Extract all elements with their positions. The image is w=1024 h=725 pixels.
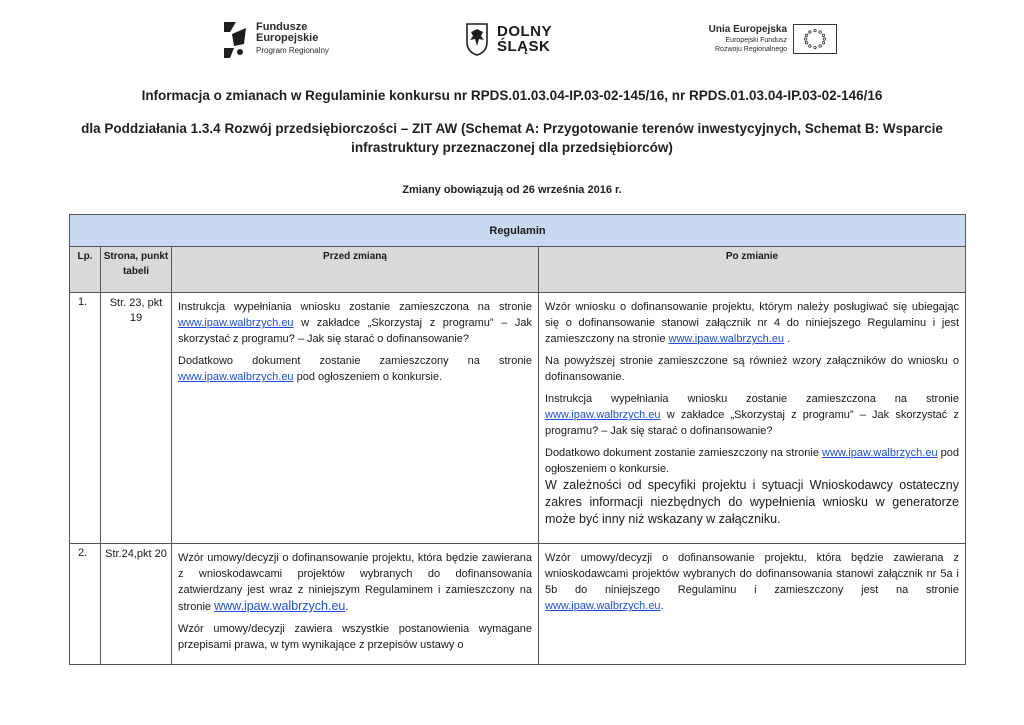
ipaw-link[interactable]: www.ipaw.walbrzych.eu — [822, 447, 938, 459]
ds-logo-line2: ŚLĄSK — [497, 38, 551, 55]
text: . — [784, 333, 791, 345]
unia-europejska-logo — [705, 24, 845, 58]
ue-logo-line3: Rozwoju Regionalnego — [715, 46, 787, 53]
ue-logo-line1: Unia Europejska — [708, 24, 787, 35]
row-page-ref: Str. 23, pkt 19 — [101, 293, 172, 544]
text: Instrukcja wypełniania wniosku zostanie zamieszczona na stronie — [545, 393, 959, 405]
before-change-cell — [172, 293, 539, 544]
after-change-cell — [539, 544, 966, 665]
header-after: Po zmianie — [539, 247, 966, 293]
text: Wzór wniosku o dofinansowanie projektu, którym należy posługiwać się ubiegając się o dofinansowanie stanowi załącznik nr 4 do niniejszego Regulaminu i jest zamieszczony na stronie — [545, 301, 959, 345]
ue-logo-line2: Europejski Fundusz — [725, 37, 787, 44]
text: Dodatkowo dokument zostanie zamieszczony na stronie — [545, 447, 823, 459]
row-page-ref: Str.24,pkt 20 — [101, 544, 172, 665]
text: pod ogłoszeniem o konkursie. — [293, 371, 443, 383]
paragraph — [545, 299, 959, 347]
header-strona: Strona, punkt tabeli — [101, 247, 172, 293]
eu-flag-icon — [793, 24, 837, 54]
text: pod ogłoszeniem o konkursie. — [545, 447, 959, 475]
text: Wzór umowy/decyzji o dofinansowanie projektu, która będzie zawierana z wnioskodawcami projektów wybranych do dofinansowania stanowi załącznik nr 5a i 5b do niniejszego Regulaminu i zamieszczony jest na stronie — [545, 552, 959, 596]
table-row — [70, 293, 966, 544]
table-row — [70, 544, 966, 665]
text: Dodatkowo dokument zostanie zamieszczony na stronie — [178, 355, 532, 367]
paragraph — [545, 445, 959, 528]
document-title: Informacja o zmianach w Regulaminie konkursu nr RPDS.01.03.04-IP.03-02-145/16, nr RPDS.01.03.04-IP.03-02-146/16 — [141, 88, 883, 103]
header-before: Przed zmianą — [172, 247, 539, 293]
row-number: 1. — [70, 293, 101, 544]
text: Wzór umowy/decyzji o dofinansowanie projektu, która będzie zawierana z wnioskodawcami projektów wybranych do dofinansowania zatwierdzany jest wraz z niniejszym Regulaminem i zamieszczony na stronie — [178, 552, 532, 613]
ipaw-link[interactable]: www.ipaw.walbrzych.eu — [545, 409, 661, 421]
fe-logo-line1: Fundusze — [256, 21, 308, 33]
row-number: 2. — [70, 544, 101, 665]
after-change-cell — [539, 293, 966, 544]
fundusze-europejskie-mark-icon — [222, 18, 248, 60]
effective-date: Zmiany obowiązują od 26 września 2016 r. — [402, 184, 622, 196]
paragraph — [178, 299, 532, 347]
text: Instrukcja wypełniania wniosku zostanie zamieszczona na stronie — [178, 301, 532, 313]
paragraph — [545, 550, 959, 614]
ipaw-link[interactable]: www.ipaw.walbrzych.eu — [214, 599, 346, 613]
paragraph: Na powyższej stronie zamieszczone są również wzory załączników do wniosku o dofinansowanie. — [545, 355, 959, 383]
ds-logo-line1: DOLNY — [497, 23, 552, 40]
document-title-line2: dla Poddziałania 1.3.4 Rozwój przedsiębiorczości – ZIT AW (Schemat A: Przygotowanie terenów inwestycyjnych, Schemat B: Wsparcie infrastruktury przeznaczonej dla przedsiębiorców) — [81, 121, 943, 155]
table-caption: Regulamin — [70, 215, 966, 247]
before-change-cell — [172, 544, 539, 665]
paragraph: Wzór umowy/decyzji zawiera wszystkie postanowienia wymagane przepisami prawa, w tym wynikające z przepisów ustawy o — [178, 623, 532, 651]
ipaw-link[interactable]: www.ipaw.walbrzych.eu — [668, 333, 785, 345]
paragraph — [178, 550, 532, 615]
fe-logo-line3: Program Regionalny — [256, 46, 329, 55]
dolny-slask-logo — [465, 22, 565, 58]
text: . — [660, 600, 664, 612]
text: W zależności od specyfiki projektu i sytuacji Wnioskodawcy ostateczny zakres informacji niezbędnych do wypełnienia wniosku w generatorze może być inny niż wskazany w załączniku. — [545, 478, 959, 526]
eagle-crest-icon — [465, 22, 489, 56]
paragraph — [545, 391, 959, 439]
text: . — [345, 601, 349, 613]
changes-table — [69, 214, 966, 665]
paragraph — [178, 353, 532, 385]
text: w zakładce „Skorzystaj z programu” – Jak skorzystać z programu? – Jak się starać o dofinansowanie? — [545, 409, 959, 437]
ipaw-link[interactable]: www.ipaw.walbrzych.eu — [178, 317, 294, 329]
logo-bar — [0, 16, 1024, 62]
fundusze-europejskie-logo — [222, 18, 342, 60]
header-lp: Lp. — [70, 247, 101, 293]
text: w zakładce „Skorzystaj z programu” – Jak skorzystać z programu? – Jak się starać o dofinansowanie? — [178, 317, 532, 345]
fe-logo-line2: Europejskie — [256, 32, 319, 44]
ipaw-link[interactable]: www.ipaw.walbrzych.eu — [545, 600, 661, 612]
ipaw-link[interactable]: www.ipaw.walbrzych.eu — [178, 371, 294, 383]
